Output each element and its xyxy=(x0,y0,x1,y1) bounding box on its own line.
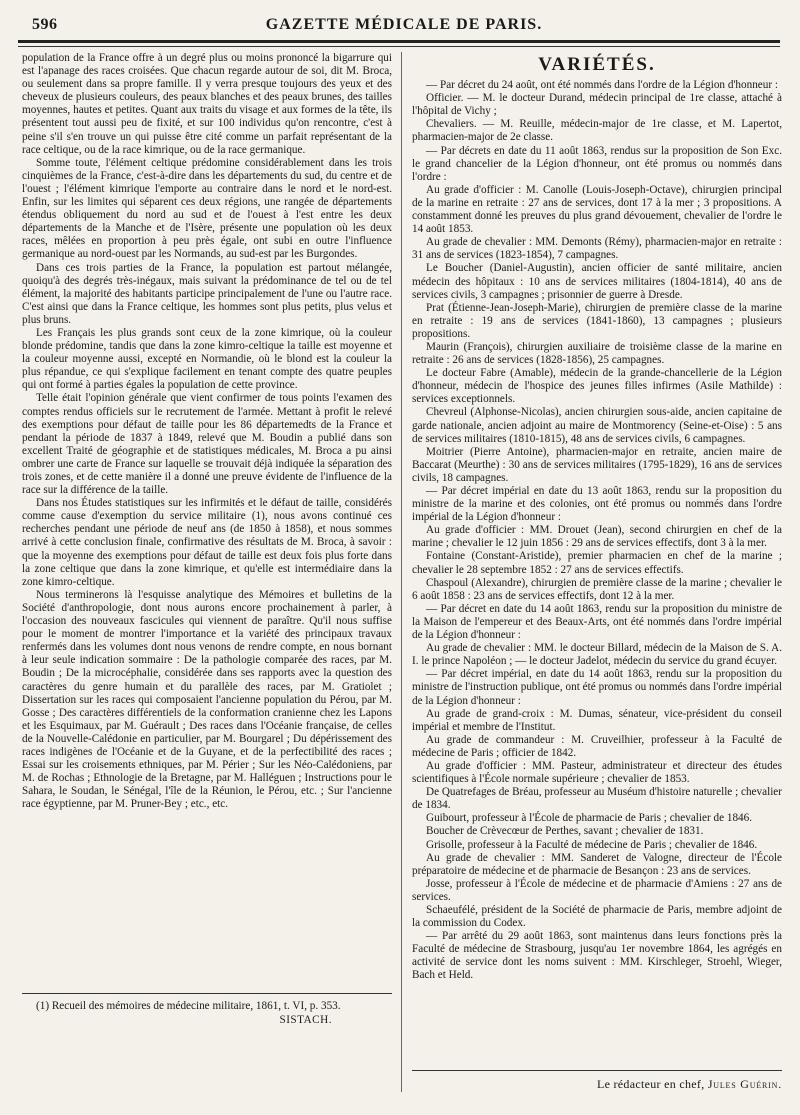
right-paragraph: — Par décret impérial, en date du 14 août 1863, rendu sur la proposition du ministre de l'instruction publique, ont été promus ou nommés dans l'ordre impérial de la Légion d'honneur : xyxy=(412,668,782,707)
right-paragraph: Maurin (François), chirurgien auxiliaire de troisième classe de la marine en retraite : 26 ans de services (1828-1856), 25 campagnes. xyxy=(412,340,782,367)
right-paragraph: Fontaine (Constant-Aristide), premier pharmacien en chef de la marine ; chevalier le 28 septembre 1852 : 27 ans de services effectifs. xyxy=(412,550,782,576)
editor-prefix: Le rédacteur en chef, xyxy=(596,1077,705,1091)
left-paragraph: Dans nos Études statistiques sur les infirmités et le défaut de taille, considérés comme cause d'exemption du service militaire (1), nous avons continué ces recherches pendant une période de neuf ans (de 1850 à 1858), et nous sommes arrivé à cette conclusion finale, confirmative des résultats de M. Broca, à savoir : que la moyenne des exemptions pour défaut de taille est deux fois plus forte dans la zone celtique que dans la zone kimrique, et qu'elle est intermédiaire dans la zone kimro-celtique. xyxy=(22,497,392,588)
right-paragraph: Au grade de chevalier : MM. le docteur Billard, médecin de la Maison de S. A. I. le prince Napoléon ; — le docteur Jadelot, médecin du service du grand écuyer. xyxy=(412,642,782,668)
right-paragraph: Le Boucher (Daniel-Augustin), ancien officier de santé militaire, ancien médecin des hôpitaux : 10 ans de services militaires (1804-1814), 40 ans de services civils, 3 campagnes ; prisonnier de guerre à Dresde. xyxy=(412,262,782,301)
right-paragraph: Josse, professeur à l'École de médecine et de pharmacie d'Amiens : 27 ans de services. xyxy=(412,877,782,903)
right-column xyxy=(412,52,782,1092)
right-paragraph: Grisolle, professeur à la Faculté de médecine de Paris ; chevalier de 1846. xyxy=(426,838,758,851)
editor-name: Jules Guérin. xyxy=(707,1077,782,1091)
right-paragraph: Le docteur Fabre (Amable), médecin de la grande-chancellerie de la Légion d'honneur, médecin de l'hospice des jeunes filles infirmes (Asile Mathilde) : services exceptionnels. xyxy=(412,367,782,406)
right-paragraph: — Par décrets en date du 11 août 1863, rendus sur la proposition de Son Exc. le grand chancelier de la Légion d'honneur, ont été promus ou nommés dans l'ordre : xyxy=(412,144,782,183)
column-divider xyxy=(401,52,402,1092)
header-rule-thin xyxy=(18,46,780,47)
author-signature: SISTACH. xyxy=(279,1013,332,1026)
right-paragraph: Au grade de chevalier : MM. Sanderet de Valogne, directeur de l'École préparatoire de médecine et de pharmacie de Besançon : 23 ans de services. xyxy=(412,851,782,877)
right-paragraph: Schaeufélé, président de la Société de pharmacie de Paris, membre adjoint de la commission du Codex. xyxy=(412,904,782,930)
left-paragraph: Les Français les plus grands sont ceux de la zone kimrique, où la couleur blonde prédomine, tandis que dans la zone kimro-celtique la taille est moyenne et la couleur moyenne aussi, excepté en Normandie, où le blond est la couleur la plus répandue, ce qui s'explique facilement en tenant compte des quatre peuples qui ont formé à parties égales la population de cette province. xyxy=(22,326,392,392)
left-paragraph: Telle était l'opinion générale que vient confirmer de tous points l'examen des comptes rendus officiels sur le recrutement de l'armée. Mettant à profit le relevé des exemptions pour défaut de taille pour les 86 départemedts de la France et pendant la période de 1837 à 1849, relevé que M. Boudin a publié dans son excellent Traité de géographie et de statistiques médicales, M. Broca a pu ainsi ombrer une carte de France sur laquelle se trouvait déjà indiquée la séparation des trois zones, et de cette manière il a donné une preuve évidente de l'influence de la race sur la différence de la taille. xyxy=(22,392,392,497)
editor-signature xyxy=(412,1077,782,1092)
right-paragraph: Au grade d'officier : MM. Pasteur, administrateur et directeur des études scientifiques à l'École normale supérieure ; chevalier de 1853. xyxy=(412,759,782,786)
right-paragraph: Chaspoul (Alexandre), chirurgien de première classe de la marine ; chevalier le 6 août 1858 : 23 ans de services effectifs, dont 12 à la mer. xyxy=(412,576,782,602)
right-paragraph: Boucher de Crèvecœur de Perthes, savant ; chevalier de 1831. xyxy=(426,825,704,838)
right-paragraph: Au grade de chevalier : MM. Demonts (Rémy), pharmacien-major en retraite : 31 ans de services (1823-1854), 7 campagnes. xyxy=(412,236,782,262)
right-paragraph: De Quatrefages de Bréau, professeur au Muséum d'histoire naturelle ; chevalier de 1834. xyxy=(412,786,782,812)
right-paragraph: — Par décret du 24 août, ont été nommés dans l'ordre de la Légion d'honneur : xyxy=(426,79,778,92)
left-paragraph: Nous terminerons là l'esquisse analytique des Mémoires et bulletins de la Société d'anthropologie, dont nous aurons encore prochainement à parler, à l'occasion des nouveaux fascicules qui viennent de paraître. Qu'il nous suffise pour le moment de montrer l'importance et la variété des principaux travaux renfermés dans les volumes dont nous venons de rendre compte, en nous bornant à leur seule indication sommaire : De la pathologie comparée des races, par M. Boudin ; De la microcéphalie, considérée dans ses rapports avec la question des caractères du genre humain et du parallèle des races, par M. Gratiolet ; Dissertation sur les races qui composaient l'ancienne population du Pérou, par M. Gosse ; Des caractères différentiels de la conformation cranienne chez les Lapons et les Esquimaux, par M. Guérault ; Des races dans l'Océanie française, de celles de la Nouvelle-Calédonie en particulier, par M. Bourgarel ; Du dépérissement des races indigènes de l'Océanie et de la Guyane, et de la perfectibilité des races ; Essai sur les croisements ethniques, par M. Périer ; Sur les Néo-Calédoniens, par M. de Rochas ; Ethnologie de la Bretagne, par M. Halléguen ; Instructions pour le Sahara, le Soudan, le Sénégal, l'île de la Réunion, le Pérou, etc. ; Sur l'ancienne race égyptienne, par M. Pruner-Bey ; etc., etc. xyxy=(22,588,392,811)
left-column xyxy=(22,52,392,982)
right-paragraph: — Par décret en date du 14 août 1863, rendu sur la proposition du ministre de la Maison de l'empereur et des Beaux-Arts, ont été nommés dans l'ordre impérial de la Légion d'honneur : xyxy=(412,602,782,642)
left-paragraph: Dans ces trois parties de la France, la population est partout mélangée, quoiqu'à des degrés très-inégaux, mais suivant la prédominance de tel ou de tel élément, la majorité des habitants participe principalement de l'une ou l'autre race. C'est ainsi que dans la France celtique, les hommes sont plus petits, plus velus et plus bruns. xyxy=(22,261,392,326)
right-paragraph: Prat (Étienne-Jean-Joseph-Marie), chirurgien de première classe de la marine en retraite : 19 ans de services (1841-1860), 13 campagnes ; plusieurs propositions. xyxy=(412,301,782,340)
page-number: 596 xyxy=(32,16,58,33)
page-header xyxy=(30,14,778,38)
right-paragraph: Au grade d'officier : MM. Drouet (Jean), second chirurgien en chef de la marine ; chevalier le 12 juin 1856 : 29 ans de services effectifs, dont 3 à la mer. xyxy=(412,524,782,550)
left-paragraph: Somme toute, l'élément celtique prédomine considérablement dans les trois cinquièmes de la France, c'est-à-dire dans les départements du sud, du centre et de l'ouest ; l'élément kimrique l'emporte au contraire dans le nord et le nord-est. Enfin, sur les limites qui séparent ces deux régions, une rangée de départements étendus obliquement du nord au sud et de l'ouest à l'est entre les deux départements de la Manche et de l'Isère, présente une population où les deux races, mêlées en proportion à peu près égale, ont subi en outre l'influence germanique au nord-ouest par les Normands, au sud-est par les Burgondes. xyxy=(22,156,392,261)
right-paragraph: Moitrier (Pierre Antoine), pharmacien-major en retraite, ancien maire de Baccarat (Meurthe) : 30 ans de services militaires (1795-1829), 16 ans de services civils, 18 campagnes. xyxy=(412,445,782,484)
right-paragraph: Chevreul (Alphonse-Nicolas), ancien chirurgien sous-aide, ancien capitaine de garde nationale, ancien adjoint au maire de Montmorency (Seine-et-Oise) : 5 ans de services militaires (1810-1815), 48 ans de services civils, 6 campagnes. xyxy=(412,406,782,445)
right-paragraph: Au grade de commandeur : M. Cruveilhier, professeur à la Faculté de médecine de Paris ; officier de 1842. xyxy=(412,733,782,759)
footnote-text: (1) Recueil des mémoires de médecine militaire, 1861, t. VI, p. 353. xyxy=(36,1000,341,1012)
footnote-rule xyxy=(22,993,392,994)
section-title: VARIÉTÉS. xyxy=(538,54,656,75)
editor-rule xyxy=(412,1070,782,1071)
right-paragraph: — Par décret impérial en date du 13 août 1863, rendu sur la proposition du ministre de la marine et des colonies, ont été promus ou nommés dans l'ordre impérial de la Légion d'honneur : xyxy=(412,485,782,524)
right-paragraph: — Par arrêté du 29 août 1863, sont maintenus dans leurs fonctions près la Faculté de médecine de Strasbourg, jusqu'au 1er novembre 1864, les agrégés en activité de service dont les noms suivent : MM. Kirschleger, Stroehl, Wieger, Bach et Held. xyxy=(412,930,782,982)
footnote xyxy=(22,1000,392,1027)
right-paragraph: Guibourt, professeur à l'École de pharmacie de Paris ; chevalier de 1846. xyxy=(426,812,753,825)
left-paragraph: population de la France offre à un degré plus ou moins prononcé la bigarrure qui est l'apanage des races croisées. Que chacun regarde autour de soi, dit M. Broca, ou seulement dans sa propre famille. Il y verra presque toujours des yeux et des cheveux de plusieurs couleurs, des peaux blanches et des peaux brunes, des tailles moyennes, hautes et petites. Quant aux traits du visage et aux formes de la tête, ils présentent tout aussi peu de fixité, et sur 100 individus qu'on rencontre, c'est à peine s'il s'en trouve un qui puisse être cité comme un parfait représentant de la race celtique, ou de la race kimrique, ou de la race germanique. xyxy=(22,52,392,156)
journal-title: GAZETTE MÉDICALE DE PARIS. xyxy=(265,16,543,33)
right-paragraph: Au grade de grand-croix : M. Dumas, sénateur, vice-président du conseil impérial et membre de l'Institut. xyxy=(412,707,782,733)
right-paragraph: Officier. — M. le docteur Durand, médecin principal de 1re classe, attaché à l'hôpital de Vichy ; xyxy=(412,92,782,118)
header-rule-thick xyxy=(18,40,780,43)
right-paragraph: Chevaliers. — M. Reuille, médecin-major de 1re classe, et M. Lapertot, pharmacien-major de 2e classe. xyxy=(412,118,782,144)
right-paragraph: Au grade d'officier : M. Canolle (Louis-Joseph-Octave), chirurgien principal de la marine en retraite : 27 ans de services, dont 17 à la mer ; 3 propositions. A constamment donné les preuves du plus grand dévouement, chevalier de l'ordre le 14 août 1853. xyxy=(412,183,782,236)
